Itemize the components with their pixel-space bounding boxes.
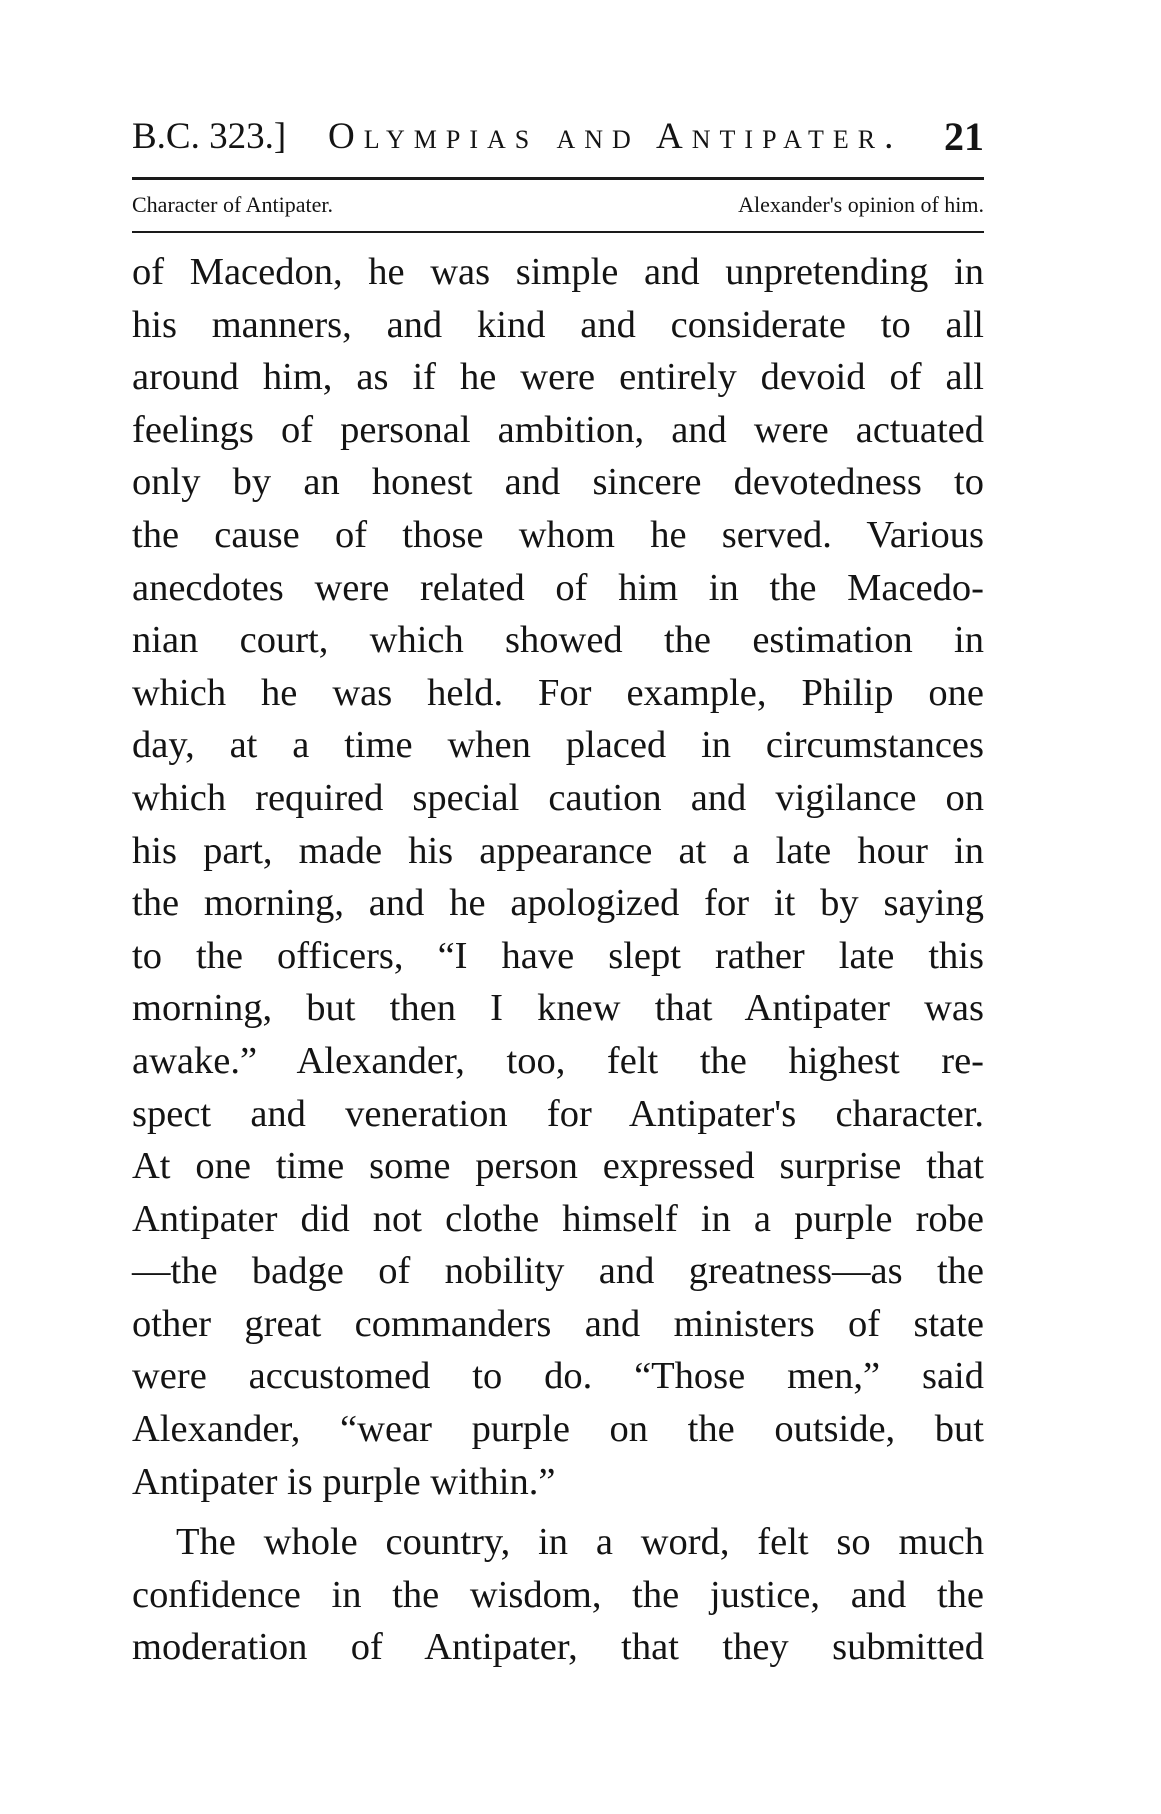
text-line: Antipater did not clothe himself in a purple robe xyxy=(132,1197,984,1240)
text-line: morning, but then I knew that Antipater was xyxy=(132,987,984,1030)
text-line: to the officers, “I have slept rather late this xyxy=(132,934,984,977)
text-line: anecdotes were related of him in the Macedo- xyxy=(132,566,984,609)
text-line: Antipater is purple within.” xyxy=(132,1460,556,1503)
side-headings xyxy=(132,185,984,225)
date-reference: B.C. 323.] xyxy=(132,116,287,157)
running-title: Olympias and Antipater. xyxy=(328,116,903,157)
text-line: feelings of personal ambition, and were actuated xyxy=(132,408,984,451)
text-line: which required special caution and vigilance on xyxy=(132,776,984,819)
text-line: the morning, and he apologized for it by saying xyxy=(132,882,984,925)
paragraph-1 xyxy=(132,246,984,1508)
running-head xyxy=(132,106,984,168)
text-line: the cause of those whom he served. Various xyxy=(132,513,984,556)
text-line: confidence in the wisdom, the justice, and the xyxy=(132,1573,984,1616)
text-line: The whole country, in a word, felt so much xyxy=(176,1521,984,1564)
text-line: his manners, and kind and considerate to all xyxy=(132,303,984,346)
text-line: other great commanders and ministers of state xyxy=(132,1302,984,1345)
text-line: moderation of Antipater, that they submitted xyxy=(132,1626,984,1669)
body-text xyxy=(132,246,984,1674)
text-line: were accustomed to do. “Those men,” said xyxy=(132,1355,984,1398)
text-line: —the badge of nobility and greatness—as the xyxy=(132,1250,984,1293)
header-rule-top xyxy=(132,177,984,180)
text-line: only by an honest and sincere devotedness to xyxy=(132,461,984,504)
text-line: spect and veneration for Antipater's character. xyxy=(132,1092,984,1135)
side-heading-left: Character of Antipater. xyxy=(132,192,333,217)
text-line: awake.” Alexander, too, felt the highest re- xyxy=(132,1039,984,1082)
text-line: his part, made his appearance at a late hour in xyxy=(132,829,984,872)
text-line: which he was held. For example, Philip one xyxy=(132,671,984,714)
text-line: At one time some person expressed surprise that xyxy=(132,1145,984,1188)
paragraph-2 xyxy=(132,1516,984,1674)
page-number: 21 xyxy=(944,114,984,159)
header-rule-bottom xyxy=(132,231,984,233)
text-line: Alexander, “wear purple on the outside, but xyxy=(132,1408,984,1451)
paragraph-gap xyxy=(132,1508,984,1516)
text-line: of Macedon, he was simple and unpretending in xyxy=(132,251,984,293)
text-line: nian court, which showed the estimation in xyxy=(132,619,984,662)
side-heading-right: Alexander's opinion of him. xyxy=(738,192,984,217)
text-line: around him, as if he were entirely devoid of all xyxy=(132,356,984,399)
text-line: day, at a time when placed in circumstances xyxy=(132,724,984,767)
